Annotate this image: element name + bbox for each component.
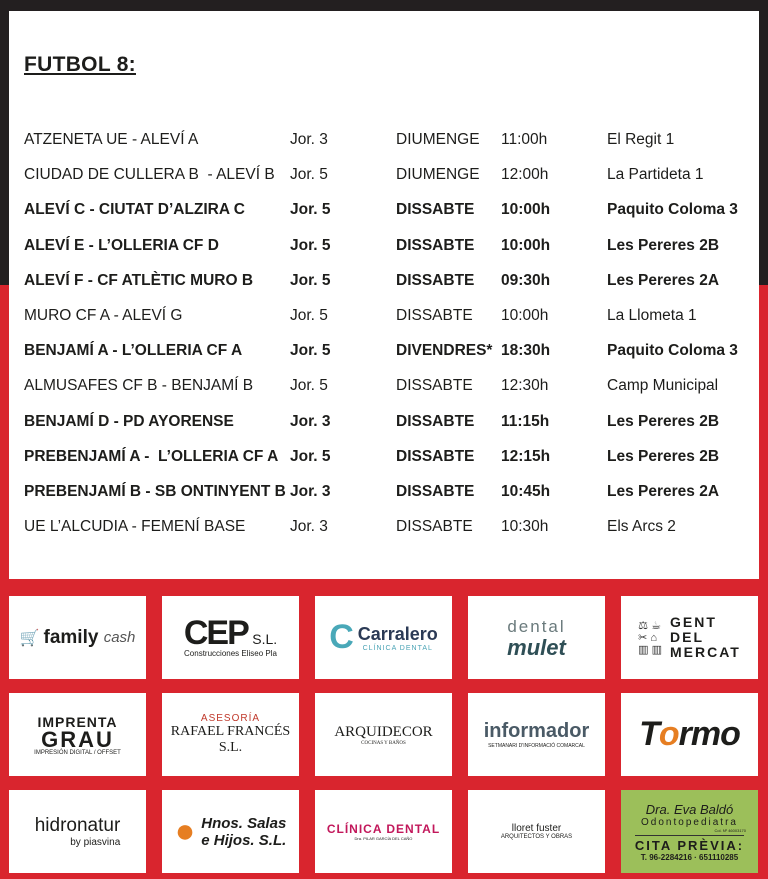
sponsor-informador: informador SETMANARI D'INFORMACIÓ COMARCAL — [468, 693, 605, 776]
sponsor-arquidecor: ARQUIDECOR COCINAS Y BAÑOS — [315, 693, 452, 776]
match-day: DISSABTE — [396, 412, 475, 430]
match-team: ALMUSAFES CF B - BENJAMÍ B — [24, 377, 254, 395]
match-time: 09:30h — [501, 271, 551, 289]
carralero-logo-icon: C — [329, 618, 354, 656]
sponsor-clinica-dental: CLÍNICA DENTAL Dra. PILAR GARCÍA DEL CAÑO — [315, 790, 452, 873]
match-row — [9, 305, 759, 340]
match-time: 12:00h — [501, 166, 549, 184]
match-time: 10:45h — [501, 482, 551, 500]
match-team: BENJAMÍ A - L’OLLERIA CF A — [24, 342, 243, 360]
match-day: DISSABTE — [396, 236, 475, 254]
match-venue: Les Pereres 2A — [607, 271, 720, 289]
match-venue: La Llometa 1 — [607, 306, 697, 324]
page-title: FUTBOL 8: — [24, 53, 136, 76]
sponsor-tormo: T o rmo — [621, 693, 758, 776]
match-venue: La Partideta 1 — [607, 166, 704, 184]
sponsor-hidronatur: hidronatur by piasvina — [9, 790, 146, 873]
match-team: ALEVÍ C - CIUTAT D’ALZIRA C — [24, 201, 245, 219]
match-jornada: Jor. 5 — [290, 201, 331, 219]
match-team: PREBENJAMÍ B - SB ONTINYENT B — [24, 482, 286, 500]
match-venue: El Regit 1 — [607, 131, 675, 148]
sponsor-dra-eva-baldo: Dra. Eva Baldó Odontopediatra Col. Nº 46003170 CITA PRÈVIA: T. 96-2284216 · 651110285 — [621, 790, 758, 873]
match-day: DISSABTE — [396, 306, 473, 324]
sponsor-cep: CEP S.L. Construcciones Eliseo Pla — [162, 596, 299, 679]
match-time: 12:15h — [501, 447, 551, 465]
match-time: 10:00h — [501, 201, 551, 219]
match-day: DISSABTE — [396, 518, 473, 536]
match-jornada: Jor. 3 — [290, 482, 331, 500]
match-jornada: Jor. 5 — [290, 447, 331, 465]
match-row — [9, 516, 759, 551]
match-day: DISSABTE — [396, 377, 473, 395]
match-time: 10:30h — [501, 518, 549, 536]
match-list — [9, 129, 759, 551]
match-row — [9, 446, 759, 481]
sponsor-imprenta-grau: IMPRENTA GRAU IMPRESIÓN DIGITAL / OFFSET — [9, 693, 146, 776]
sponsor-lloret-fuster: lloret fuster ARQUITECTOS Y OBRAS — [468, 790, 605, 873]
match-row — [9, 199, 759, 234]
match-time: 18:30h — [501, 342, 551, 360]
match-jornada: Jor. 3 — [290, 131, 328, 148]
sponsor-family-cash: 🛒 family cash — [9, 596, 146, 679]
match-row — [9, 235, 759, 270]
match-row — [9, 164, 759, 199]
match-team: UE L’ALCUDIA - FEMENÍ BASE — [24, 518, 246, 536]
match-day: DISSABTE — [396, 271, 475, 289]
match-venue: Les Pereres 2A — [607, 482, 720, 500]
match-jornada: Jor. 3 — [290, 412, 331, 430]
match-time: 10:00h — [501, 306, 549, 324]
match-day: DIUMENGE — [396, 166, 480, 184]
match-row — [9, 270, 759, 305]
match-time: 12:30h — [501, 377, 549, 395]
schedule-card — [9, 11, 759, 579]
sponsor-dental-mulet: dental mulet — [468, 596, 605, 679]
match-jornada: Jor. 3 — [290, 518, 328, 536]
match-jornada: Jor. 5 — [290, 271, 331, 289]
match-row — [9, 375, 759, 410]
match-time: 10:00h — [501, 236, 551, 254]
cart-icon: 🛒 — [19, 629, 40, 647]
sponsor-carralero: C Carralero CLÍNICA DENTAL — [315, 596, 452, 679]
match-day: DIUMENGE — [396, 131, 480, 148]
match-team: MURO CF A - ALEVÍ G — [24, 306, 183, 324]
match-day: DISSABTE — [396, 482, 475, 500]
sponsor-grid — [9, 596, 761, 876]
match-jornada: Jor. 5 — [290, 166, 328, 184]
orange-fruit-icon: ● — [174, 812, 196, 850]
sponsor-hnos-salas: ● Hnos. Salas e Hijos. S.L. — [162, 790, 299, 873]
match-venue: Les Pereres 2B — [607, 236, 720, 254]
match-venue: Camp Municipal — [607, 377, 719, 395]
match-day: DISSABTE — [396, 447, 475, 465]
match-team: ALEVÍ E - L’OLLERIA CF D — [24, 236, 219, 254]
match-row — [9, 411, 759, 446]
match-day: DISSABTE — [396, 201, 475, 219]
sponsor-asesoria-rafael-frances: ASESORÍA RAFAEL FRANCÉS S.L. — [162, 693, 299, 776]
match-team: CIUDAD DE CULLERA B - ALEVÍ B — [24, 166, 275, 184]
market-icon: ⚖ ☕ ✂ ⌂ ▥ ▥ — [638, 619, 662, 656]
match-row — [9, 481, 759, 516]
match-time: 11:15h — [501, 412, 550, 430]
match-team: ALEVÍ F - CF ATLÈTIC MURO B — [24, 271, 254, 289]
match-venue: Les Pereres 2B — [607, 412, 720, 430]
match-venue: Paquito Coloma 3 — [607, 201, 738, 219]
match-row — [9, 340, 759, 375]
match-jornada: Jor. 5 — [290, 377, 328, 395]
match-jornada: Jor. 5 — [290, 306, 328, 324]
match-venue: Paquito Coloma 3 — [607, 342, 738, 360]
match-jornada: Jor. 5 — [290, 236, 331, 254]
match-venue: Les Pereres 2B — [607, 447, 720, 465]
match-row — [9, 129, 759, 164]
match-team: BENJAMÍ D - PD AYORENSE — [24, 412, 234, 430]
match-team: PREBENJAMÍ A - L’OLLERIA CF A — [24, 447, 279, 465]
sponsor-gent-del-mercat: ⚖ ☕ ✂ ⌂ ▥ ▥ GENT DEL MERCAT — [621, 596, 758, 679]
match-day: DIVENDRES* — [396, 342, 493, 360]
match-jornada: Jor. 5 — [290, 342, 331, 360]
match-time: 11:00h — [501, 131, 548, 148]
match-venue: Els Arcs 2 — [607, 518, 676, 536]
match-team: ATZENETA UE - ALEVÍ A — [24, 131, 199, 148]
